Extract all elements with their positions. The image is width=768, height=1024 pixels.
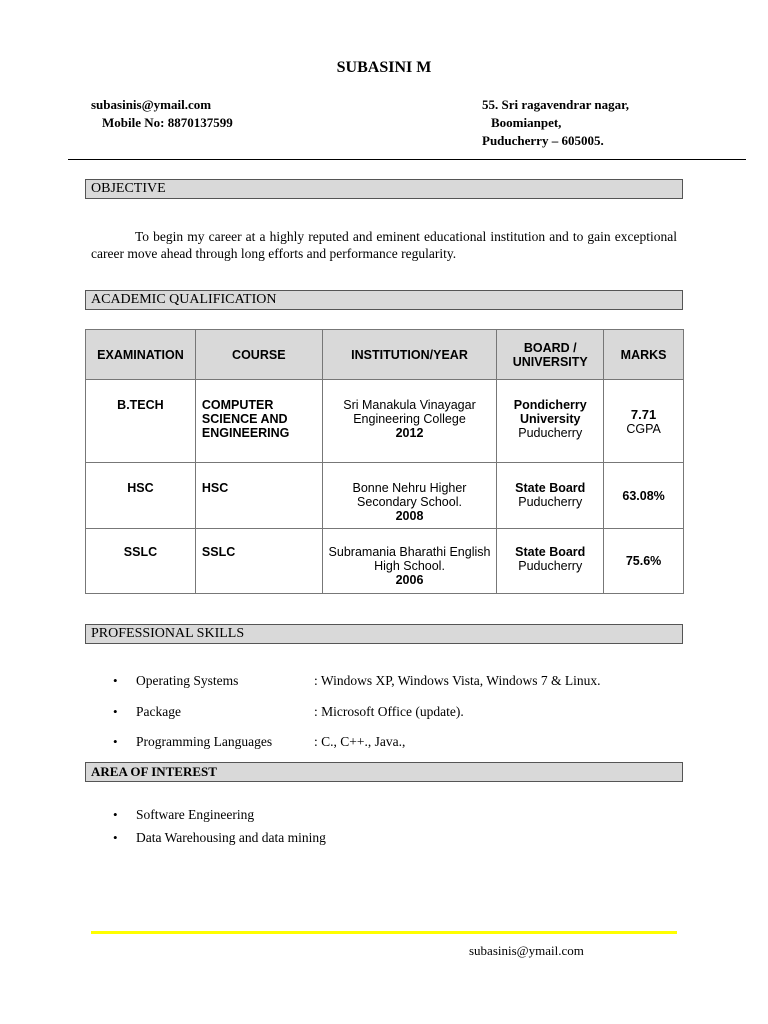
interest-item: Data Warehousing and data mining [136,830,326,845]
bullet-icon: • [113,734,118,749]
candidate-name: SUBASINI M [336,59,432,76]
skill-label: Package [136,704,181,719]
footer-email: subasinis@ymail.com [469,943,584,958]
board-name: State Board [515,481,586,495]
table-header-row [86,330,684,380]
skill-value: : C., C++., Java., [314,734,406,749]
bullet-icon: • [113,807,118,822]
interest-heading: AREA OF INTEREST [85,762,683,782]
bullet-icon: • [113,673,118,688]
bullet-icon: • [113,704,118,719]
board-place: Puducherry [518,559,583,573]
objective-heading: OBJECTIVE [85,179,683,199]
skill-label: Programming Languages [136,734,273,749]
skill-value: : Windows XP, Windows Vista, Windows 7 & Linux. [314,673,601,688]
course-cell: COMPUTER SCIENCE AND ENGINEERING [195,380,322,463]
header-board: BOARD / UNIVERSITY [497,330,604,380]
bullet-icon: • [113,830,118,845]
institution-name: Sri Manakula Vinayagar Engineering College [343,398,476,426]
marks-unit: CGPA [626,421,661,436]
board-cell [497,529,604,594]
table-row [86,529,684,594]
header-divider [68,159,746,160]
marks-cell: 75.6% [604,529,684,594]
footer-divider [91,931,677,934]
header-marks: MARKS [604,330,684,380]
objective-text: To begin my career at a highly reputed and eminent educational institution and to gain exceptional career move ahead through long efforts and performance regularity. [91,229,677,261]
address-line-3: Puducherry – 605005. [482,133,604,148]
institution-cell [322,529,497,594]
board-cell [497,380,604,463]
board-place: Puducherry [518,426,583,440]
board-name: State Board [515,545,586,559]
header-course: COURSE [195,330,322,380]
table-row [86,463,684,529]
institution-cell [322,380,497,463]
institution-name: Subramania Bharathi English High School. [328,545,491,573]
address-line-1: 55. Sri ragavendrar nagar, [482,97,629,112]
marks-cell: 63.08% [604,463,684,529]
address-line-2: Boomianpet, [491,115,562,130]
header-examination: EXAMINATION [86,330,196,380]
mobile-text: Mobile No: 8870137599 [102,115,233,130]
exam-cell: B.TECH [86,380,196,463]
marks-value: 7.71 [630,406,657,422]
board-cell [497,463,604,529]
marks-cell [604,380,684,463]
board-name: Pondicherry University [513,398,587,426]
board-place: Puducherry [518,495,583,509]
institution-year: 2006 [395,573,424,587]
address-block [482,96,629,150]
skill-label: Operating Systems [136,673,239,688]
institution-cell [322,463,497,529]
institution-year: 2012 [395,426,424,440]
skill-value: : Microsoft Office (update). [314,704,464,719]
exam-cell: SSLC [86,529,196,594]
institution-year: 2008 [395,509,424,523]
institution-name: Bonne Nehru Higher Secondary School. [352,481,467,509]
academic-heading: ACADEMIC QUALIFICATION [85,290,683,310]
course-cell: HSC [195,463,322,529]
table-row [86,380,684,463]
email-text: subasinis@ymail.com [91,97,212,112]
exam-cell: HSC [86,463,196,529]
contact-block [91,96,233,132]
header-institution: INSTITUTION/YEAR [322,330,497,380]
skills-heading: PROFESSIONAL SKILLS [85,624,683,644]
interest-item: Software Engineering [136,807,255,822]
course-cell: SSLC [195,529,322,594]
academic-table [85,329,684,594]
